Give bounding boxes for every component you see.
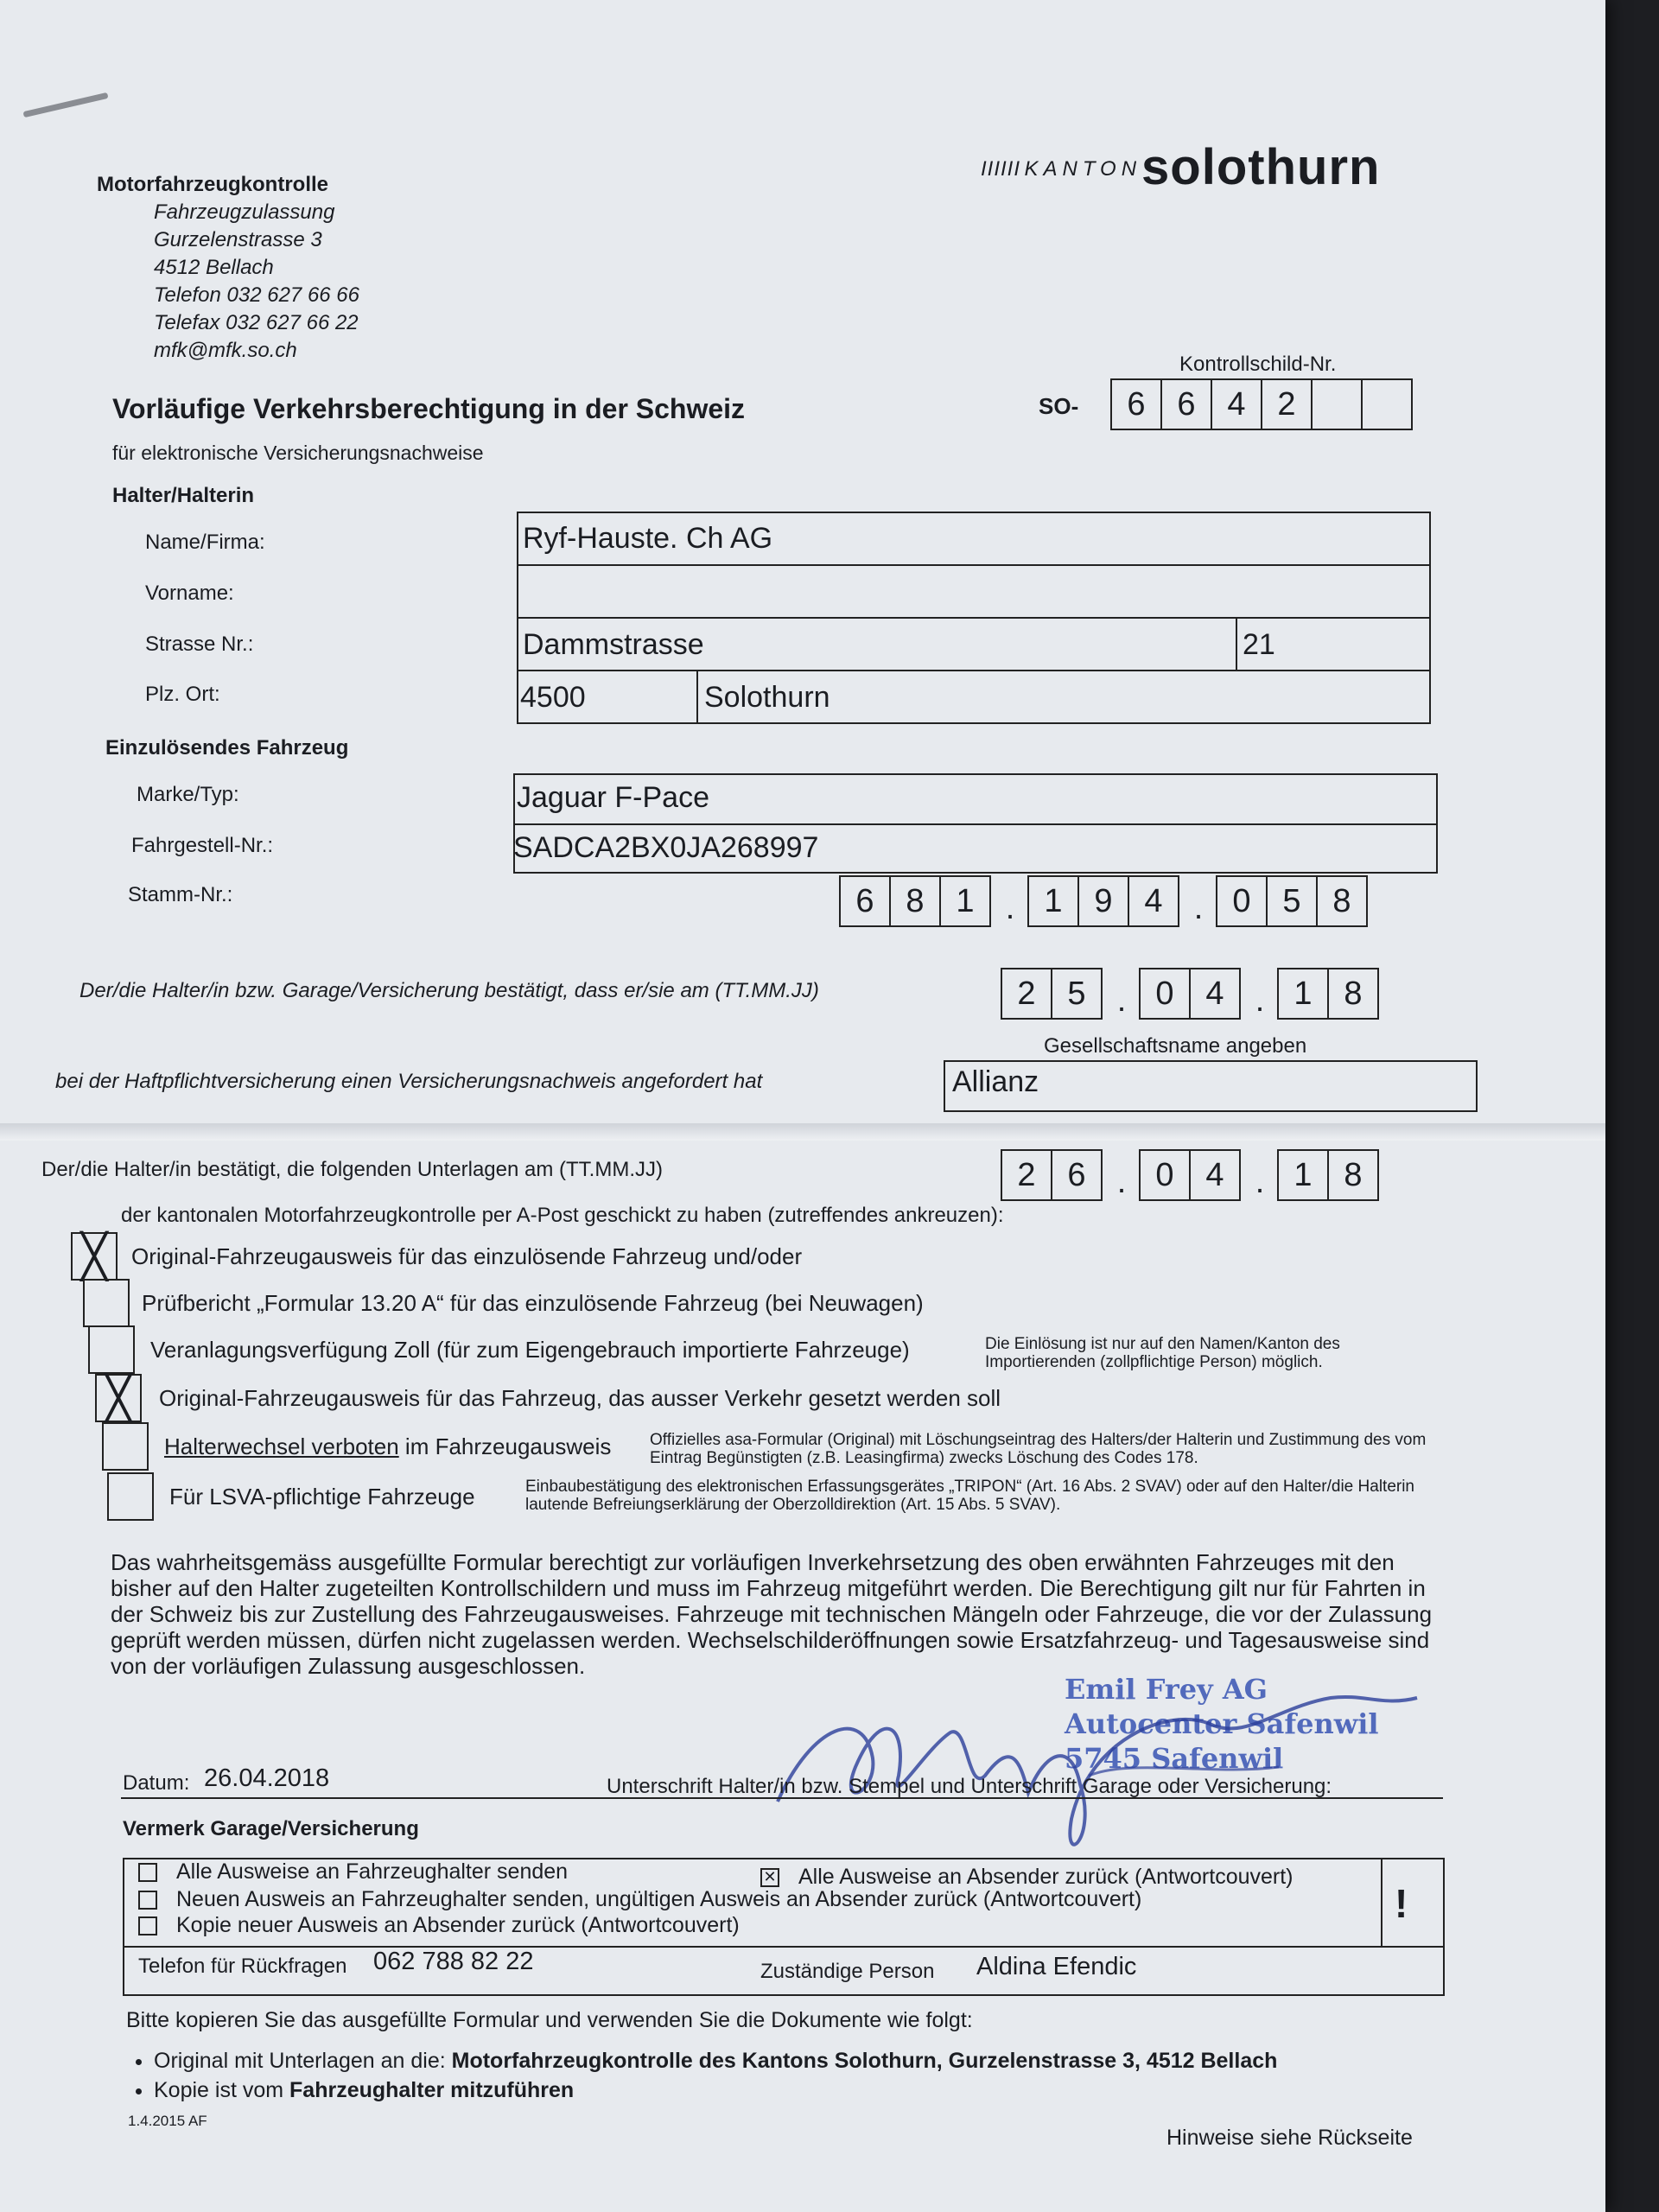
name-field[interactable]: Ryf-Hauste. Ch AG [523, 522, 773, 555]
plate-digit [1361, 378, 1413, 430]
footer-item [154, 2075, 1277, 2105]
legal-text: Das wahrheitsgemäss ausgefüllte Formular berechtigt zur vorläufigen Inverkehrsetzung des oben erwähnten Fahrzeuges mit den bisher auf den Halter zugeteilten Kontrollschildern und muss im Fahrzeug mitgeführt werden. Die Berechtigung gilt nur für Fahrten in der Schweiz bis zur Zustellung des Fahrzeugausweises. Fahrzeuge mit technischen Mängeln oder Fahrzeuge, die vor der Zulassung geprüft werden müssen, dürfen nicht zugelassen werden. Wechselschilderöffnungen sowie Ersatzfahrzeug- und Tagesausweise sind von der vorläufigen Zulassung ausgeschlossen. [111, 1549, 1433, 1679]
date-digit: 8 [1327, 968, 1379, 1020]
address-line: Telefon 032 627 66 66 [154, 283, 359, 307]
date-digit: 0 [1139, 968, 1191, 1020]
col-divider [1236, 617, 1237, 670]
street-field[interactable]: Dammstrasse [523, 628, 704, 661]
option-checkbox[interactable]: ╳ [95, 1374, 142, 1422]
option-checkbox[interactable] [83, 1279, 130, 1327]
date-digit: 4 [1189, 968, 1241, 1020]
footer-item-text: Kopie ist vom [154, 2078, 290, 2102]
col-divider [1381, 1858, 1382, 1946]
separator-dot: . [1005, 890, 1015, 926]
remark-option[interactable] [760, 1865, 1294, 1890]
date-digit: 2 [1001, 1149, 1052, 1201]
street-number-field[interactable]: 21 [1243, 628, 1275, 661]
option-label: Original-Fahrzeugausweis für das Fahrzeug, das ausser Verkehr gesetzt werden soll [159, 1385, 1001, 1411]
stamm-digit: 1 [939, 875, 991, 927]
plate-number[interactable] [1112, 378, 1413, 430]
logo-bars: IIIIII [981, 157, 1021, 181]
stamm-digit: 5 [1266, 875, 1318, 927]
insurance-confirm-text: Der/die Halter/in bzw. Garage/Versicherung bestätigt, dass er/sie am (TT.MM.JJ) [79, 979, 819, 1002]
authority-address [97, 171, 359, 365]
separator-dot: . [1255, 1164, 1265, 1200]
footer-list [111, 2046, 1277, 2105]
option-note: Offizielles asa-Formular (Original) mit Löschungseintrag des Halters/der Halterin und Zustimmung des vom Eintrag Begünstigten (z.B. Leasingfirma) zwecks Löschung des Codes 178. [650, 1431, 1427, 1467]
stamm-digit: 8 [889, 875, 941, 927]
option-label: Für LSVA-pflichtige Fahrzeuge [169, 1484, 475, 1510]
address-line: Fahrzeugzulassung [154, 200, 335, 224]
stamm-label: Stamm-Nr.: [128, 883, 233, 906]
option-label-rest: im Fahrzeugausweis [398, 1433, 612, 1459]
row-divider [517, 564, 1431, 566]
remark-section-title: Vermerk Garage/Versicherung [123, 1817, 419, 1840]
date-field[interactable]: 26.04.2018 [204, 1764, 330, 1792]
date-label: Datum: [123, 1771, 190, 1795]
row-divider [517, 617, 1431, 619]
phone-label: Telefon für Rückfragen [138, 1955, 347, 1978]
footer-item-bold: Fahrzeughalter mitzuführen [289, 2078, 575, 2102]
vehicle-section-title: Einzulösendes Fahrzeug [105, 736, 349, 760]
footer-item-text: Original mit Unterlagen an die: [154, 2049, 452, 2073]
option-checkbox[interactable] [107, 1472, 154, 1521]
date-digit: 5 [1051, 968, 1103, 1020]
separator-dot: . [1255, 982, 1265, 1019]
footer-item-bold: Motorfahrzeugkontrolle des Kantons Solothurn, Gurzelenstrasse 3, 4512 Bellach [451, 2049, 1278, 2073]
remark-option[interactable] [138, 1913, 740, 1938]
stamp-line: 5745 Safenwil [1065, 1742, 1284, 1775]
canton-logo [981, 130, 1381, 195]
plate-digit [1311, 378, 1363, 430]
city-field[interactable]: Solothurn [704, 681, 830, 714]
logo-name: solothurn [1141, 139, 1381, 195]
plate-digit: 2 [1261, 378, 1313, 430]
remark-option-label: Kopie neuer Ausweis an Absender zurück (Antwortcouvert) [176, 1913, 740, 1937]
company-value: Allianz [952, 1065, 1039, 1098]
remark-checkbox[interactable] [138, 1891, 157, 1910]
form-subtitle: für elektronische Versicherungsnachweise [112, 442, 484, 464]
form-version: 1.4.2015 AF [128, 2113, 207, 2129]
documents-confirm-text: Der/die Halter/in bestätigt, die folgenden Unterlagen am (TT.MM.JJ) [41, 1158, 663, 1181]
alert-icon: ! [1395, 1881, 1408, 1926]
option-label-underlined: Halterwechsel verboten [164, 1433, 399, 1459]
option-checkbox[interactable] [88, 1325, 135, 1374]
option-label: Prüfbericht „Formular 13.20 A“ für das einzulösende Fahrzeug (bei Neuwagen) [142, 1290, 924, 1316]
row-divider [513, 823, 1438, 825]
separator-dot: . [1116, 982, 1127, 1019]
plate-label: Kontrollschild-Nr. [1179, 353, 1337, 376]
plate-digit: 4 [1211, 378, 1262, 430]
insurance-date[interactable] [1002, 968, 1379, 1020]
company-label: Gesellschaftsname angeben [1044, 1034, 1307, 1058]
stamm-digit: 9 [1077, 875, 1129, 927]
vin-field[interactable]: SADCA2BX0JA268997 [513, 831, 819, 864]
person-field[interactable]: Aldina Efendic [976, 1953, 1137, 1980]
brand-label: Marke/Typ: [137, 783, 239, 806]
vin-label: Fahrgestell-Nr.: [131, 834, 274, 857]
form-title: Vorläufige Verkehrsberechtigung in der Schweiz [112, 393, 746, 424]
date-digit: 2 [1001, 968, 1052, 1020]
date-digit: 8 [1327, 1149, 1379, 1201]
row-divider [123, 1946, 1445, 1948]
signature-label: Unterschrift Halter/in bzw. Stempel und Unterschrift Garage oder Versicherung: [607, 1775, 1332, 1798]
street-label: Strasse Nr.: [145, 632, 254, 656]
col-divider [696, 670, 698, 724]
staple [22, 92, 108, 118]
footer-instruction: Bitte kopieren Sie das ausgefüllte Formular und verwenden Sie die Dokumente wie folgt: [126, 2008, 973, 2032]
option-checkbox[interactable] [102, 1422, 149, 1471]
name-label: Name/Firma: [145, 531, 265, 554]
stamm-digit: 0 [1216, 875, 1268, 927]
zip-field[interactable]: 4500 [520, 681, 586, 714]
remark-option-label: Neuen Ausweis an Fahrzeughalter senden, ungültigen Ausweis an Absender zurück (Antwortcouvert) [176, 1887, 1142, 1911]
option-checkbox[interactable]: ╳ [71, 1232, 118, 1281]
stamm-digit: 6 [839, 875, 891, 927]
handwritten-signature [760, 1672, 1469, 1871]
option-note: Die Einlösung ist nur auf den Namen/Kanton des Importierenden (zollpflichtige Person) möglich. [985, 1335, 1340, 1371]
stamm-number[interactable] [841, 875, 1368, 927]
stamm-digit: 8 [1316, 875, 1368, 927]
date-digit: 0 [1139, 1149, 1191, 1201]
option-note: Einbaubestätigung des elektronischen Erfassungsgerätes „TRIPON“ (Art. 16 Abs. 2 SVAV) oder auf den Halter/die Halterin lautende Befreiungserklärung der Oberzolldirektion (Art. 15 Abs. 5 SVAV). [525, 1478, 1414, 1514]
address-line: Gurzelenstrasse 3 [154, 228, 322, 251]
documents-date[interactable] [1002, 1149, 1379, 1201]
option-label [164, 1433, 611, 1460]
date-digit: 1 [1277, 968, 1329, 1020]
plate-digit: 6 [1110, 378, 1162, 430]
holder-section-title: Halter/Halterin [112, 484, 255, 507]
remark-checkbox-checked[interactable]: ✕ [760, 1868, 779, 1887]
back-hint: Hinweise siehe Rückseite [1166, 2126, 1413, 2150]
plate-digit: 6 [1160, 378, 1212, 430]
date-digit: 4 [1189, 1149, 1241, 1201]
remark-option-label: Alle Ausweise an Fahrzeughalter senden [176, 1859, 569, 1884]
remark-checkbox[interactable] [138, 1916, 157, 1936]
option-label: Veranlagungsverfügung Zoll (für zum Eigengebrauch importierte Fahrzeuge) [150, 1337, 910, 1363]
stamm-digit: 1 [1027, 875, 1079, 927]
row-divider [517, 670, 1431, 671]
remark-option[interactable] [138, 1859, 568, 1885]
remark-checkbox[interactable] [138, 1863, 157, 1882]
address-line: 4512 Bellach [154, 256, 274, 279]
footer-item [154, 2046, 1277, 2075]
remark-option-label: Alle Ausweise an Absender zurück (Antwortcouvert) [798, 1865, 1294, 1889]
documents-intro: der kantonalen Motorfahrzeugkontrolle per A-Post geschickt zu haben (zutreffendes ankreuzen): [121, 1204, 1004, 1227]
option-label: Original-Fahrzeugausweis für das einzulösende Fahrzeug und/oder [131, 1243, 803, 1269]
phone-field[interactable]: 062 788 82 22 [373, 1948, 534, 1975]
date-digit: 1 [1277, 1149, 1329, 1201]
first-name-label: Vorname: [145, 582, 234, 605]
zip-city-label: Plz. Ort: [145, 683, 220, 706]
address-line: mfk@mfk.so.ch [154, 339, 297, 362]
separator-dot: . [1193, 890, 1204, 926]
stamm-digit: 4 [1128, 875, 1179, 927]
logo-kanton: KANTON [1024, 157, 1142, 181]
date-digit: 6 [1051, 1149, 1103, 1201]
plate-prefix: SO- [1039, 393, 1079, 419]
authority-name: Motorfahrzeugkontrolle [97, 173, 328, 196]
insurance-requested-text: bei der Haftpflichtversicherung einen Versicherungsnachweis angefordert hat [55, 1070, 763, 1093]
address-line: Telefax 032 627 66 22 [154, 311, 359, 334]
stamp-line: Emil Frey AG [1065, 1673, 1268, 1706]
remark-option[interactable] [138, 1887, 1141, 1912]
brand-field[interactable]: Jaguar F-Pace [517, 781, 709, 814]
person-label: Zuständige Person [760, 1960, 935, 1983]
stamp-line: Autocenter Safenwil [1065, 1707, 1379, 1740]
separator-dot: . [1116, 1164, 1127, 1200]
